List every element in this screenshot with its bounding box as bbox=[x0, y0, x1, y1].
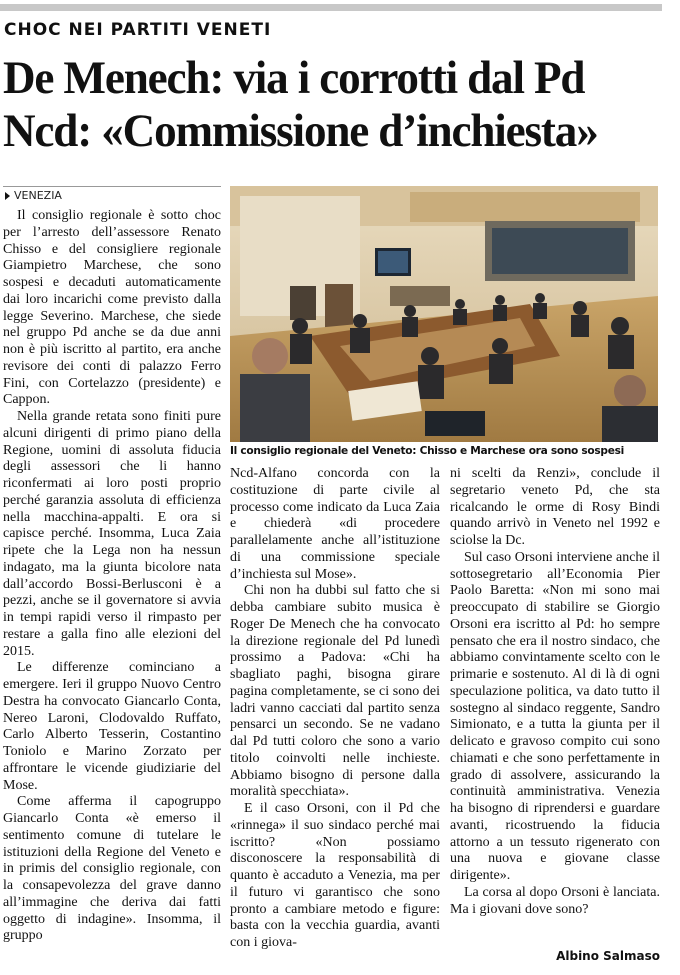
article-column-3 bbox=[450, 466, 660, 918]
triangle-bullet-icon bbox=[5, 192, 10, 200]
paragraph: Chi non ha dubbi sul fatto che si debba cambiare subito musica è Roger De Menech che ha convocato la direzione regionale del Pd lunedì prossimo a Padova: «Chi ha sbagliato paghi, bisogna girare pagina completamente, se ci sono dei ladri vanno cacciati dal partito senza pensarci un secondo. Se ne vadano dal Pd tutti coloro che sono a vario titolo coinvolti nelle inchieste. Abbiamo bisogno di persone dalla moralità specchiata». bbox=[230, 583, 440, 800]
headline-line-2: Ncd: «Commissione d’inchiesta» bbox=[3, 105, 598, 157]
byline: Albino Salmaso bbox=[556, 949, 660, 963]
paragraph: E il caso Orsoni, con il Pd che «rinnega» il suo sindaco perché mai iscritto? «Non possiamo disconoscere la responsabilità di quanto è accaduto a Venezia, ma per il futuro vi garantisco che sono pronto a cambiare metodo e figure: basta con la vecchia guardia, avanti con i giova- bbox=[230, 801, 440, 950]
headline bbox=[3, 52, 646, 158]
dateline bbox=[3, 186, 221, 205]
dateline-label: VENEZIA bbox=[14, 189, 62, 202]
paragraph: Ncd-Alfano concorda con la costituzione di parte civile al processo come indicato da Luca Zaia e chiederà «di procedere parallelamente anche all’istituzione di una commissione speciale d’inchiesta sul Mose». bbox=[230, 466, 440, 582]
paragraph: Le differenze cominciano a emergere. Ieri il gruppo Nuovo Centro Destra ha convocato Giancarlo Conta, Nereo Laroni, Clodovaldo Ruffato, Carlo Alberto Tesserin, Costantino Toniolo e Marino Zorzato per affrontare le vicende giudiziarie del Mose. bbox=[3, 660, 221, 793]
headline-line-1: De Menech: via i corrotti dal Pd bbox=[3, 52, 585, 104]
kicker: CHOC NEI PARTITI VENETI bbox=[4, 20, 272, 40]
paragraph: Come afferma il capogruppo Giancarlo Conta «è emerso il sentimento comune di tutelare le istituzioni della Regione del Veneto e in primis del consiglio regionale, con la consapevolezza del grave danno all’immagine che deriva dai fatti oggetto di indagine». Insomma, il gruppo bbox=[3, 794, 221, 944]
photo-caption: Il consiglio regionale del Veneto: Chisso e Marchese ora sono sospesi bbox=[230, 445, 624, 457]
top-rule bbox=[0, 4, 662, 11]
paragraph: La corsa al dopo Orsoni è lanciata. Ma i giovani dove sono? bbox=[450, 884, 660, 917]
article-column-2 bbox=[230, 466, 440, 952]
paragraph: ni scelti da Renzi», conclude il segretario veneto Pd, che sta ricalcando le orme di Rosy Bindi quando arrivò in Veneto nel 1992 e sciolse la Dc. bbox=[450, 466, 660, 548]
article-column-1 bbox=[3, 208, 221, 945]
paragraph: Il consiglio regionale è sotto choc per l’arresto dell’assessore Renato Chisso e del consigliere regionale Giampietro Marchese, che sono sospesi e decaduti automaticamente dai loro incarichi come previsto dalla legge Severino. Marchese, che siede nel gruppo Pd anche se da due anni non è più iscritto al partito, era anche revisore dei conti di palazzo Ferro Fini, con Cortelazzo (presidente) e Cappon. bbox=[3, 208, 221, 408]
paragraph: Nella grande retata sono finiti pure alcuni dirigenti di primo piano della Regione, uomini di assoluta fiducia degli assessori che li hanno riconfermati ai loro posti proprio perché garanzia assoluta di efficienza nella macchina-appalti. E ora si capisce perché. Insomma, Luca Zaia ripete che la Lega non ha nessun indagato, ma la giunta bicolore nata dall’accordo Bossi-Berlusconi è a pezzi, anche se il governatore si avvia in tempi rapidi verso il rimpasto per restare a galla fino alle elezioni del 2015. bbox=[3, 409, 221, 659]
paragraph: Sul caso Orsoni interviene anche il sottosegretario all’Economia Pier Paolo Baretta: «Non mi sono mai preoccupato di stabilire se Giorgio Orsoni era iscritto al Pd: ho sempre pensato che era il nostro sindaco, che abbiamo convintamente scelto con le primarie e sostenuto. Al di là di ogni speculazione politica, va dato tutto il sostegno al sindaco reggente, Sandro Simionato, e a tutta la giunta per il delicato e gravoso compito cui sono chiamati e che sono perfettamente in grado di assolvere, assicurando la continuità amministrativa. Venezia ha bisogno di riprendersi e guardare avanti, ricostruendo la fiducia attorno a un tessuto rigenerato con una nuova e giovane classe dirigente». bbox=[450, 549, 660, 883]
council-chamber-photo bbox=[230, 186, 658, 442]
